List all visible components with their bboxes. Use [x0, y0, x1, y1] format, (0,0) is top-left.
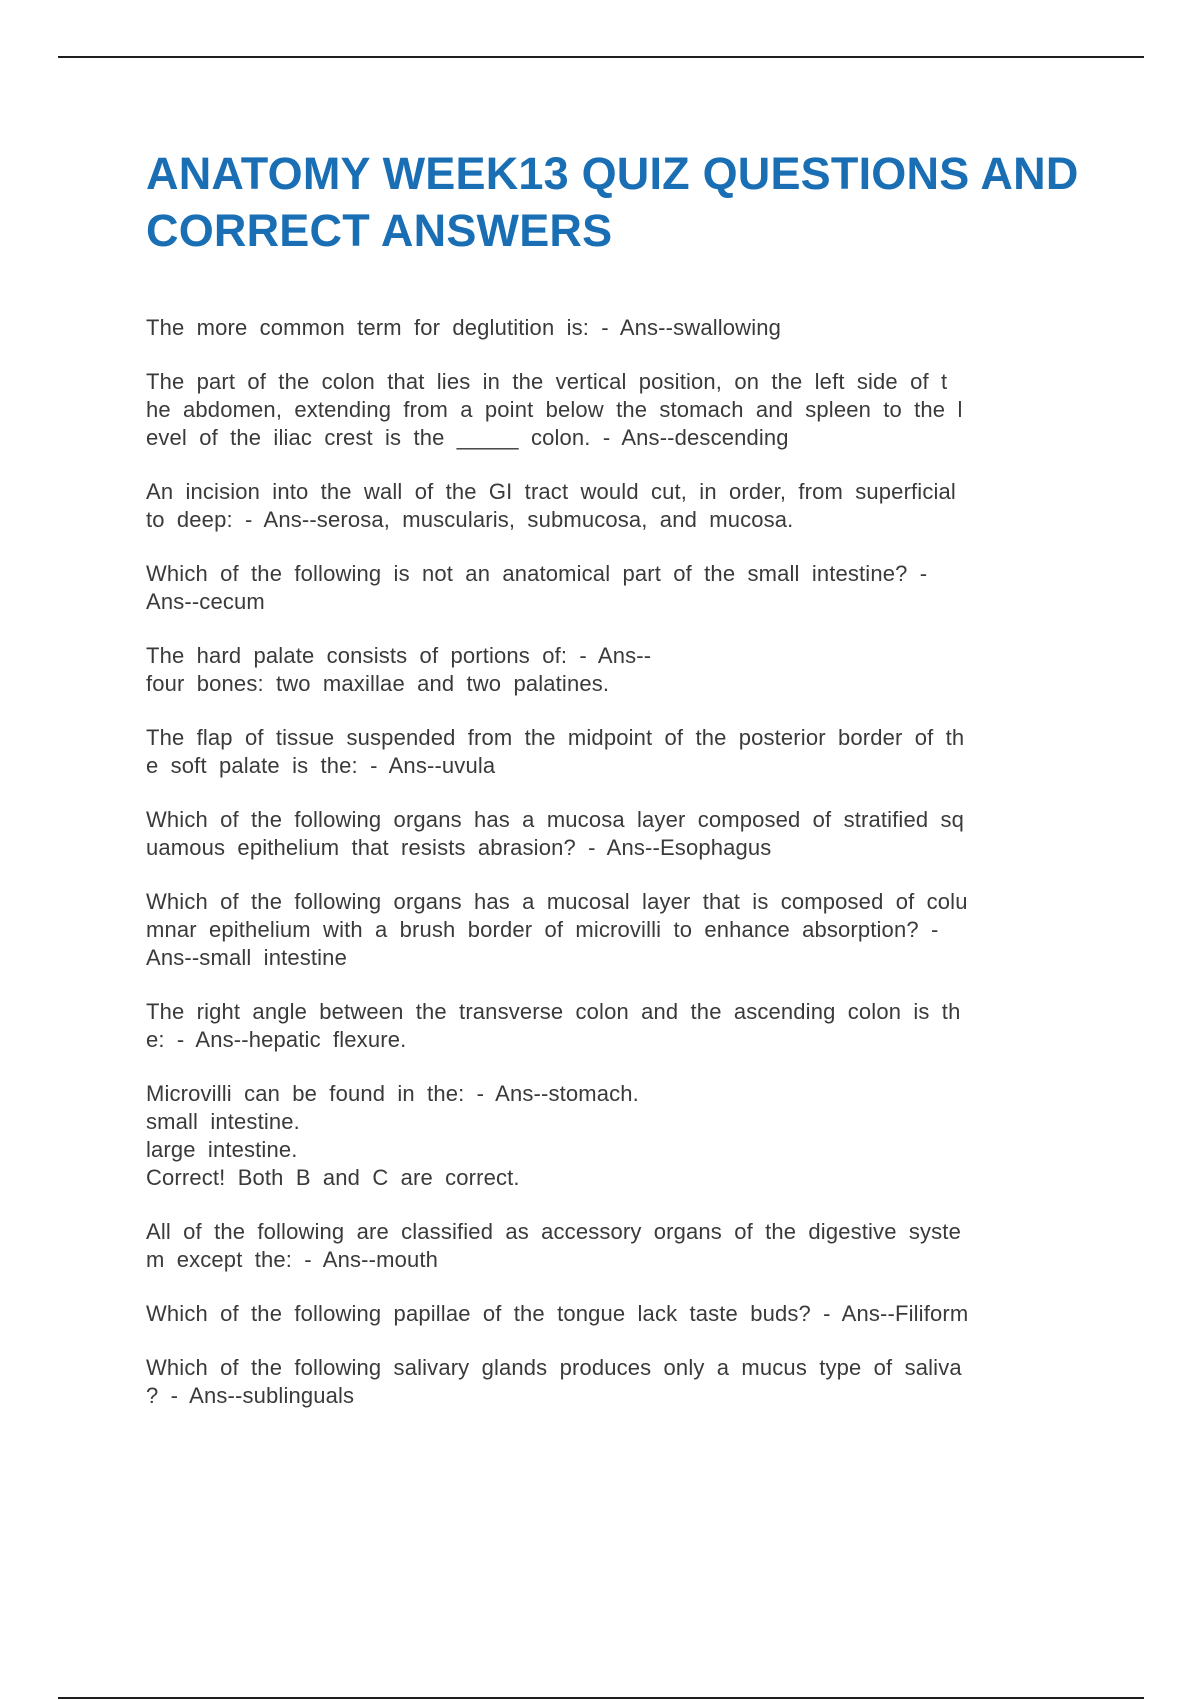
- qa-item: Which of the following papillae of the tongue lack taste buds? - Ans--Filiform: [146, 1301, 969, 1326]
- qa-item: Which of the following organs has a mucosa layer composed of stratified sq uamous epithelium that resists abrasion? - Ans--Esophagus: [146, 807, 965, 860]
- header-rule: [58, 56, 1144, 58]
- qa-list: [146, 314, 1086, 1410]
- qa-item: The right angle between the transverse colon and the ascending colon is th e: - Ans--hepatic flexure.: [146, 999, 961, 1052]
- qa-item: An incision into the wall of the GI tract would cut, in order, from superficial to deep: - Ans--serosa, muscularis, submucosa, and mucosa.: [146, 479, 956, 532]
- qa-item: Which of the following organs has a mucosal layer that is composed of colu mnar epithelium with a brush border of microvilli to enhance absorption? - Ans--small intestine: [146, 889, 968, 970]
- document-title: ANATOMY WEEK13 QUIZ QUESTIONS AND CORRECT ANSWERS: [146, 148, 1079, 256]
- qa-item: All of the following are classified as accessory organs of the digestive syste m except the: - Ans--mouth: [146, 1219, 961, 1272]
- document-body: [146, 145, 1086, 1436]
- qa-item: The hard palate consists of portions of: - Ans-- four bones: two maxillae and two palatines.: [146, 643, 652, 696]
- qa-item: The flap of tissue suspended from the midpoint of the posterior border of th e soft palate is the: - Ans--uvula: [146, 725, 965, 778]
- qa-item: The more common term for deglutition is: - Ans--swallowing: [146, 315, 782, 340]
- qa-item: Which of the following salivary glands produces only a mucus type of saliva ? - Ans--sublinguals: [146, 1355, 962, 1408]
- qa-item: The part of the colon that lies in the vertical position, on the left side of t he abdomen, extending from a point below the stomach and spleen to the l evel of the iliac crest is the _____ colon. - Ans--descending: [146, 369, 963, 450]
- qa-item: Microvilli can be found in the: - Ans--stomach. small intestine. large intestine. Correct! Both B and C are correct.: [146, 1081, 639, 1190]
- qa-item: Which of the following is not an anatomical part of the small intestine? - Ans--cecum: [146, 561, 928, 614]
- footer-rule: [58, 1697, 1144, 1699]
